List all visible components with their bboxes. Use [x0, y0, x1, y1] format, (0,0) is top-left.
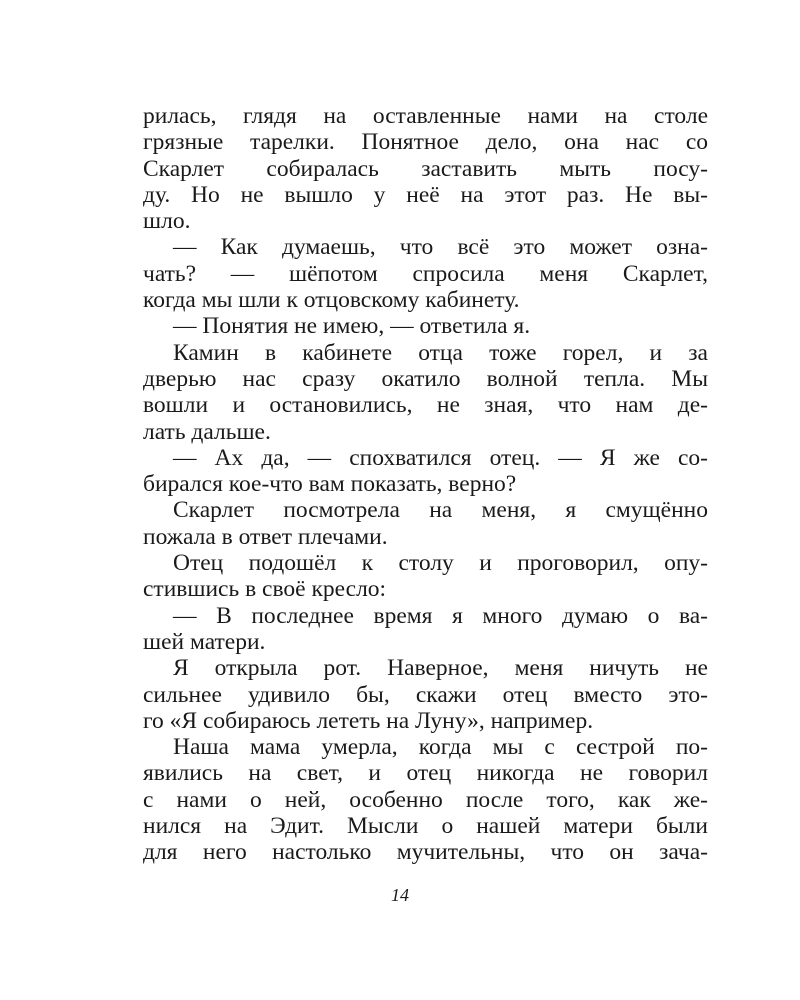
text-line: ду. Но не вышло у неё на этот раз. Не вы-	[143, 181, 708, 208]
text-line: чать? — шёпотом спросила меня Скарлет,	[143, 260, 708, 287]
text-line: дверью нас сразу окатило волной тепла. Мы	[143, 365, 708, 392]
text-line: рилась, глядя на оставленные нами на столе	[143, 103, 708, 129]
text-line: — Ах да, — спохватился отец. — Я же со-	[173, 444, 708, 471]
text-line: грязные тарелки. Понятное дело, она нас со	[143, 129, 708, 156]
text-line: пожала в ответ плечами.	[143, 523, 388, 550]
text-line: лать дальше.	[143, 418, 271, 445]
text-line: Скарлет посмотрела на меня, я смущённо	[173, 497, 708, 524]
text-line: Наша мама умерла, когда мы с сестрой по-	[173, 734, 708, 761]
text-line: — Как думаешь, что всё это может озна-	[173, 234, 708, 261]
text-line: для него настолько мучительны, что он зача-	[143, 839, 708, 866]
text-line: шло.	[143, 208, 191, 235]
text-line: когда мы шли к отцовскому кабинету.	[143, 287, 520, 314]
page-body	[143, 103, 708, 866]
text-line: вошли и остановились, не зная, что нам де-	[143, 392, 708, 419]
text-line: шей матери.	[143, 628, 266, 655]
text-line: бирался кое-что вам показать, верно?	[143, 471, 517, 498]
text-line: Скарлет собиралась заставить мыть посу-	[143, 155, 708, 182]
text-line: явились на свет, и отец никогда не говорил	[143, 760, 708, 787]
text-line: — Понятия не имею, — ответила я.	[173, 313, 531, 340]
text-line: Я открыла рот. Наверное, меня ничуть не	[173, 655, 708, 682]
text-line: го «Я собираюсь лететь на Луну», например.	[143, 707, 594, 734]
text-line: стившись в своё кресло:	[143, 576, 387, 603]
text-line: сильнее удивило бы, скажи отец вместо это-	[143, 681, 708, 708]
text-line: нился на Эдит. Мысли о нашей матери были	[143, 813, 708, 840]
text-line: Камин в кабинете отца тоже горел, и за	[173, 339, 708, 366]
text-line: Отец подошёл к столу и проговорил, опу-	[173, 550, 708, 577]
page-number: 14	[391, 885, 409, 905]
text-line: — В последнее время я много думаю о ва-	[173, 602, 708, 629]
text-line: с нами о ней, особенно после того, как же-	[143, 786, 708, 813]
